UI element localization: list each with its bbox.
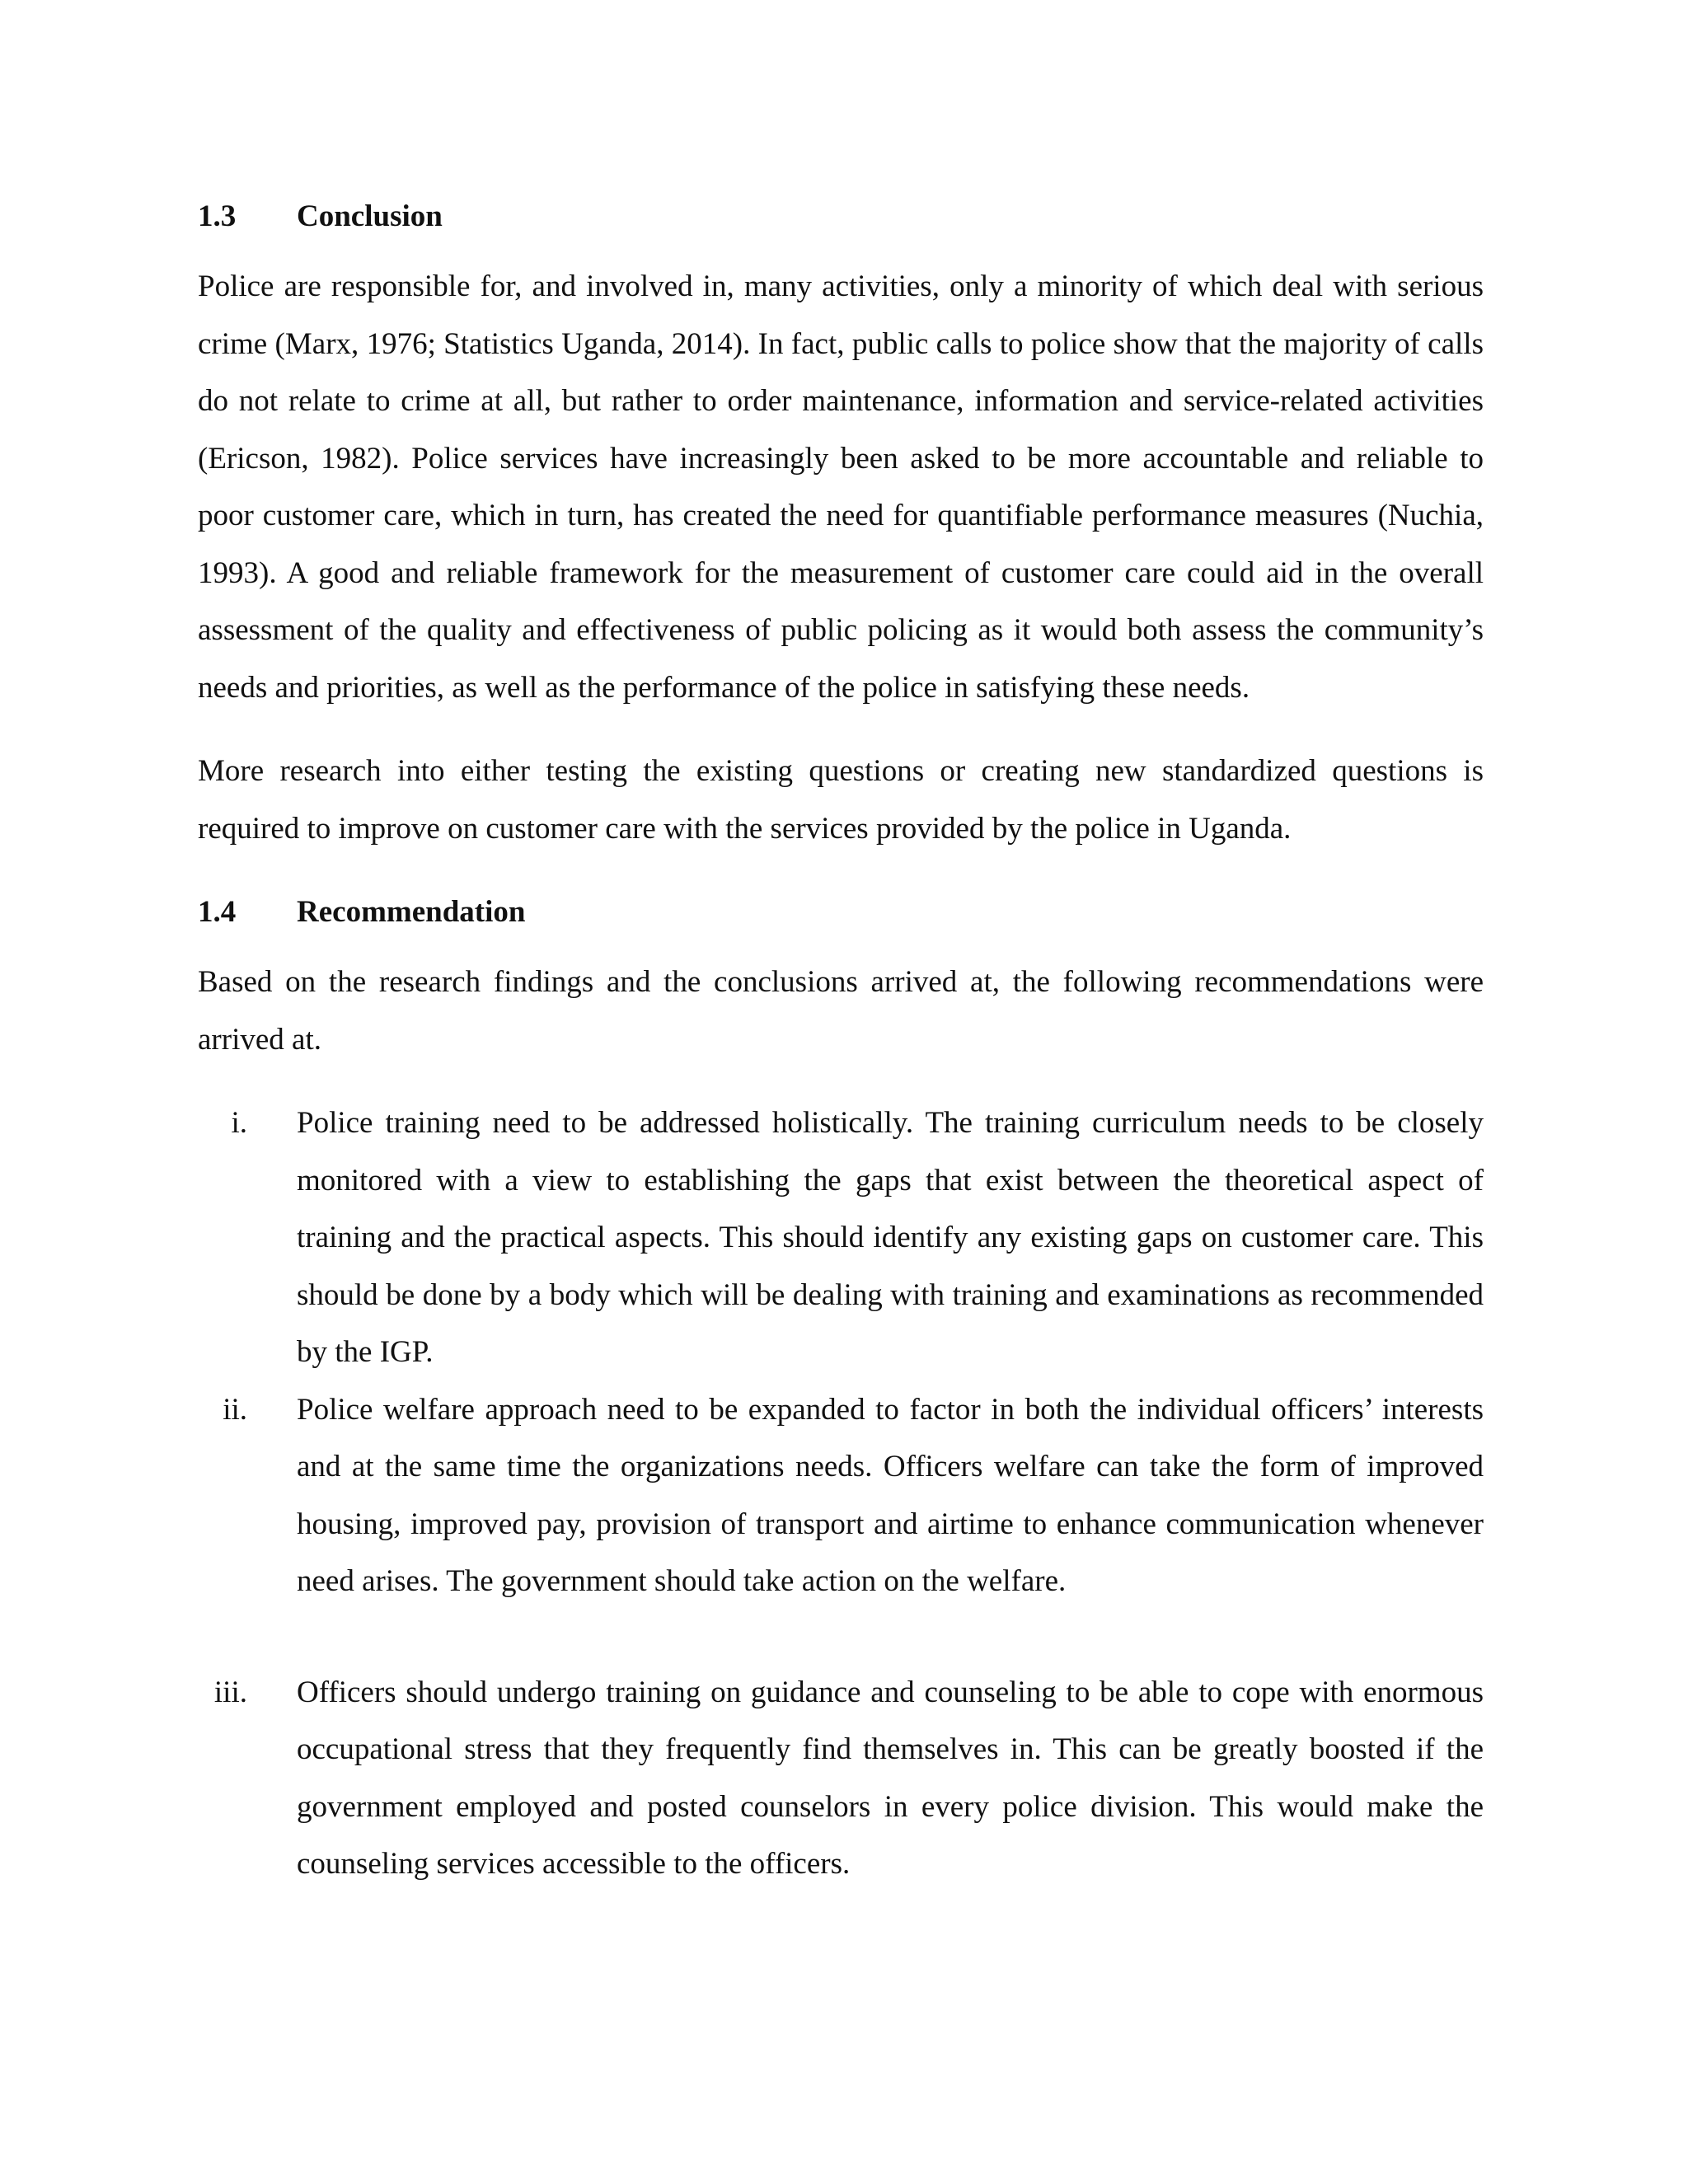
list-item-text: Police welfare approach need to be expanded to factor in both the individual officers’ interests and at the same time the organizations needs. Officers welfare can take the form of improved housing, improved pay, provision of transport and airtime to enhance communication whenever need arises. The government should take action on the welfare. bbox=[297, 1392, 1484, 1598]
recommendation-intro: Based on the research findings and the conclusions arrived at, the following recommendations were arrived at. bbox=[198, 965, 1484, 1057]
conclusion-paragraph-1: Police are responsible for, and involved in, many activities, only a minority of which deal with serious crime (Marx, 1976; Statistics Uganda, 2014). In fact, public calls to police show that the majority of calls do not relate to crime at all, but rather to order maintenance, information and service-related activities (Ericson, 1982). Police services have increasingly been asked to be more accountable and reliable to poor customer care, which in turn, has created the need for quantifiable performance measures (Nuchia, 1993). A good and reliable framework for the measurement of customer care could aid in the overall assessment of the quality and effectiveness of public policing as it would both assess the community’s needs and priorities, as well as the performance of the police in satisfying these needs. bbox=[198, 269, 1484, 705]
recommendation-list bbox=[198, 1094, 1484, 1893]
section-heading-conclusion bbox=[198, 188, 1484, 246]
document-page bbox=[198, 188, 1484, 1893]
list-item bbox=[198, 1381, 1484, 1610]
list-item bbox=[198, 1094, 1484, 1381]
list-item-text: Police training need to be addressed holistically. The training curriculum needs to be closely monitored with a view to establishing the gaps that exist between the theoretical aspect of training and the practical aspects. This should identify any existing gaps on customer care. This should be done by a body which will be dealing with training and examinations as recommended by the IGP. bbox=[297, 1106, 1484, 1369]
section-number: 1.4 bbox=[198, 895, 237, 929]
section-number: 1.3 bbox=[198, 199, 237, 233]
section-heading-recommendation bbox=[198, 883, 1484, 941]
list-item-text: Officers should undergo training on guidance and counseling to be able to cope with enormous occupational stress that they frequently find themselves in. This can be greatly boosted if the government employed and posted counselors in every police division. This would make the counseling services accessible to the officers. bbox=[297, 1675, 1484, 1881]
list-marker: iii. bbox=[213, 1675, 247, 1709]
section-title: Conclusion bbox=[297, 199, 443, 233]
section-title: Recommendation bbox=[297, 895, 526, 929]
conclusion-paragraph-2: More research into either testing the existing questions or creating new standardized questions is required to improve on customer care with the services provided by the police in Uganda. bbox=[198, 754, 1484, 846]
list-item bbox=[198, 1664, 1484, 1893]
list-marker: ii. bbox=[223, 1392, 247, 1427]
list-marker: i. bbox=[231, 1106, 247, 1140]
